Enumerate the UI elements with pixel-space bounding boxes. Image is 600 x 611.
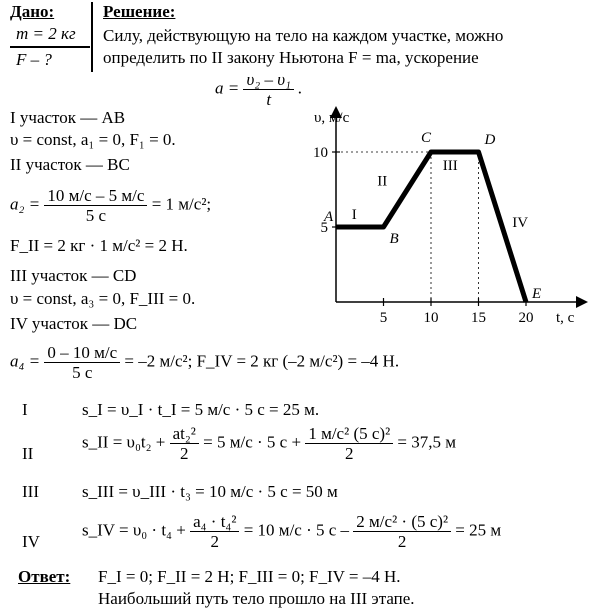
x-tick-label: 10: [423, 310, 439, 326]
path-3-label: III: [22, 482, 39, 501]
segment-label: II: [377, 173, 388, 190]
given-header: Дано:: [10, 2, 55, 21]
given-divider: [10, 46, 90, 48]
section-4-accel: a₄ = $\frac{0 - 10 м/с}{5 с}$ = –2 м/с²; F_IV = 2 кг (–2 м/с²) = –4 Н.: [10, 343, 400, 382]
solution-header: Решение:: [103, 2, 176, 21]
answer-label: Ответ:: [18, 567, 71, 586]
section-2-accel: a₂ = $\frac{10 м/с - 5 м/с}{5 с}$ = 1 м/с²;: [10, 186, 212, 225]
path-4-label: IV: [22, 532, 40, 551]
velocity-time-chart: [300, 100, 596, 340]
x-tick-label: 20: [518, 310, 534, 326]
y-tick-label: 5: [320, 220, 328, 236]
x-tick-label: 5: [379, 310, 388, 326]
given-mass: m = 2 кг: [16, 24, 76, 43]
solution-intro-line2: определить по II закону Ньютона F = ma, ускорение: [103, 48, 479, 67]
segment-label: IV: [512, 215, 529, 231]
y-axis-label: υ, м/с: [314, 110, 350, 126]
section-2-force: F_II = 2 кг · 1 м/с² = 2 Н.: [10, 236, 188, 255]
point-label-A: A: [324, 209, 334, 225]
answer-line2: Наибольший путь тело прошло на III этапе.: [98, 589, 415, 608]
section-1-line: υ = const, a₁ = 0, F₁ = 0.: [10, 130, 176, 149]
given-find: F – ?: [16, 50, 52, 69]
section-3-title: III участок — CD: [10, 266, 137, 285]
segment-label: I: [351, 207, 357, 223]
x-axis-label: t, с: [556, 310, 575, 326]
path-4-expr: s_IV = υ₀ · t₄ + $\frac{\text{a₄ · t₄²}}{2}$ = 10 м/с · 5 с – $\frac{\text{2 м/с² · (5 с)²}}{2}$ = 25 м: [82, 512, 502, 551]
segment-label: III: [442, 158, 458, 174]
section-2-title: II участок — BC: [10, 155, 130, 174]
section-1-title: I участок — AB: [10, 108, 126, 127]
path-2-label: II: [22, 444, 34, 463]
section-4-title: IV участок — DC: [10, 314, 138, 333]
y-tick-label: 10: [313, 145, 328, 161]
accel-formula: a = $\frac{\text{υ₂ – υ₁}}{t}$ .: [215, 70, 303, 109]
answer-line1: F_I = 0; F_II = 2 Н; F_III = 0; F_IV = –4 Н.: [98, 567, 401, 586]
path-1-label: I: [22, 400, 28, 419]
point-label-E: E: [532, 286, 542, 302]
given-border: [91, 2, 93, 72]
path-3-expr: s_III = υ_III · t₃ = 10 м/с · 5 с = 50 м: [82, 482, 338, 501]
point-label-C: C: [421, 130, 432, 146]
x-tick-label: 15: [471, 310, 486, 326]
point-label-B: B: [389, 231, 399, 247]
path-2-expr: s_II = υ₀t₂ + $\frac{\text{at₂²}}{2}$ = 5 м/с · 5 с + $\frac{\text{1 м/с² (5 с)²}}{2}$ = 37,5 м: [82, 424, 457, 463]
solution-intro-line1: Силу, действующую на тело на каждом участке, можно: [103, 26, 504, 45]
path-1-expr: s_I = υ_I · t_I = 5 м/с · 5 с = 25 м.: [82, 400, 320, 419]
point-label-D: D: [484, 132, 496, 148]
section-3-line: υ = const, a₃ = 0, F_III = 0.: [10, 289, 196, 308]
